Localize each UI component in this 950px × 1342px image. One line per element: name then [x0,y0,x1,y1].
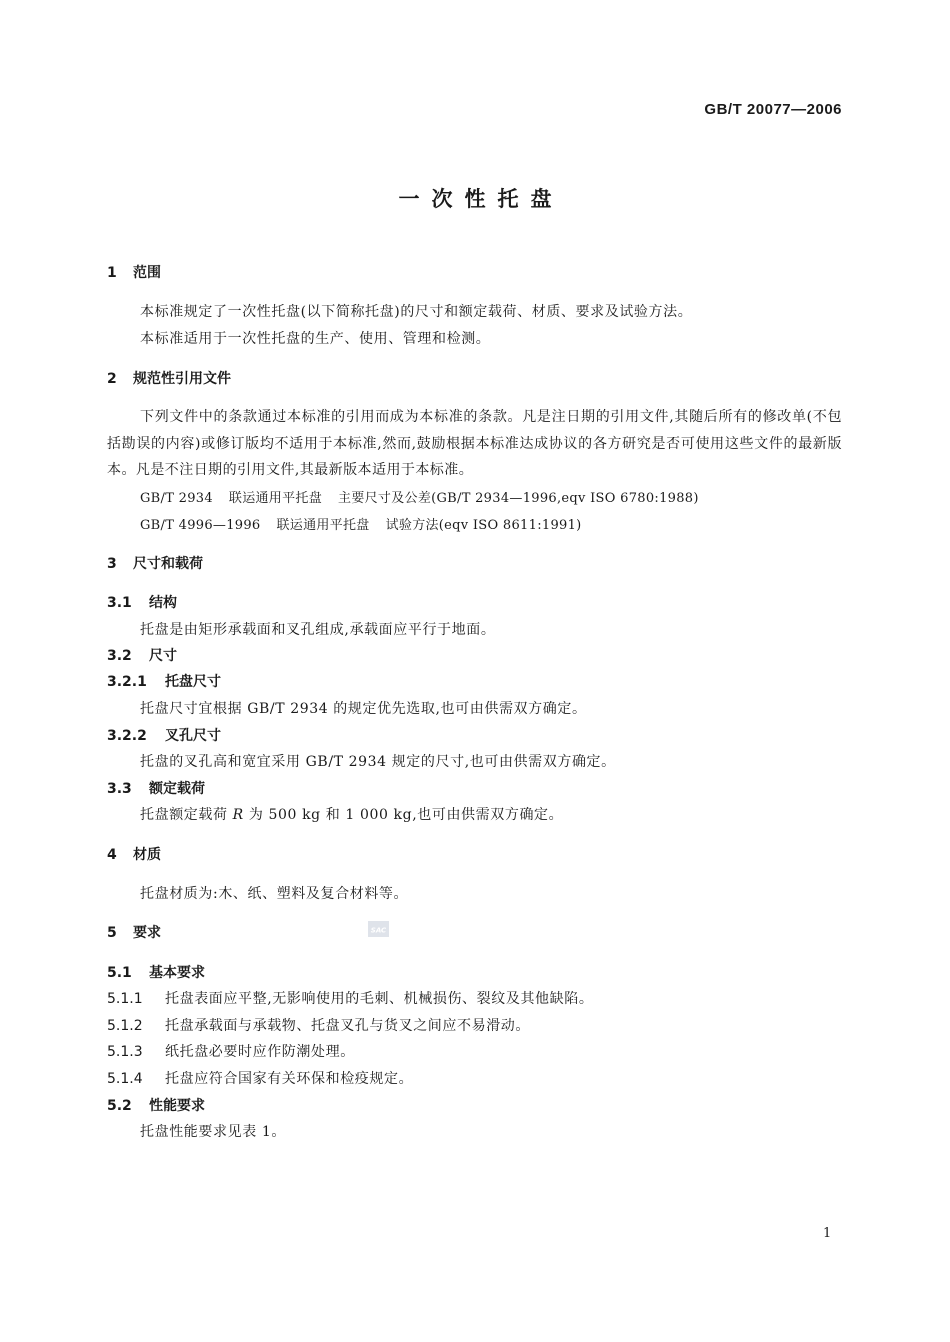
section-5-heading [107,922,161,942]
section-title: 叉孔尺寸 [165,728,221,744]
section-title: 基本要求 [149,965,205,981]
fork-hole-size-text: 托盘的叉孔高和宽宜采用 GB/T 2934 规定的尺寸,也可由供需双方确定。 [140,754,616,770]
subsection-3-2-2-heading [107,725,221,745]
section-title: 尺寸 [149,648,177,664]
rated-load-text-b: 为 500 kg 和 1 000 kg,也可由供需双方确定。 [243,807,564,823]
requirement-number: 5.1.1 [107,991,143,1007]
scope-paragraph-1: 本标准规定了一次性托盘(以下简称托盘)的尺寸和额定载荷、材质、要求及试验方法。 [140,304,693,320]
sac-watermark [366,918,391,940]
scope-paragraph-2: 本标准适用于一次性托盘的生产、使用、管理和检测。 [140,331,491,347]
pallet-size-text: 托盘尺寸宜根据 GB/T 2934 的规定优先选取,也可由供需双方确定。 [140,701,587,717]
reference-item [140,514,598,533]
section-title: 要求 [133,925,161,941]
section-title: 尺寸和载荷 [133,556,203,572]
page-number: 1 [823,1226,832,1241]
section-number: 1 [107,265,117,281]
section-title: 性能要求 [149,1098,205,1114]
subsection-3-1-heading [107,592,177,612]
section-number: 4 [107,847,117,863]
subsection-5-1-heading [107,962,205,982]
section-number: 5 [107,925,117,941]
performance-text: 托盘性能要求见表 1。 [140,1124,286,1140]
section-title: 材质 [133,847,161,863]
rated-load-text [140,804,563,824]
requirement-item [107,1015,530,1035]
section-number: 3.2.2 [107,728,147,744]
sac-logo-icon [366,918,391,940]
section-number: 3 [107,556,117,572]
requirement-number: 5.1.3 [107,1044,143,1060]
requirement-text: 托盘应符合国家有关环保和检疫规定。 [165,1071,414,1087]
load-variable: R [232,807,244,823]
section-title: 结构 [149,595,177,611]
structure-text: 托盘是由矩形承载面和叉孔组成,承载面应平行于地面。 [140,622,496,638]
subsection-3-3-heading [107,778,205,798]
standard-number: GB/T 20077—2006 [704,101,842,118]
reference-title: 联运通用平托盘 [276,518,370,533]
section-number: 5.1 [107,965,132,981]
section-title: 规范性引用文件 [133,371,231,387]
section-2-heading [107,368,231,388]
section-number: 3.1 [107,595,132,611]
reference-title: 联运通用平托盘 [228,491,323,506]
subsection-3-2-heading [107,645,177,665]
document-title: 一次性托盘 [398,187,564,211]
requirement-number: 5.1.2 [107,1018,143,1034]
material-text: 托盘材质为:木、纸、塑料及复合材料等。 [140,886,409,902]
requirement-item [107,988,593,1008]
requirement-text: 托盘表面应平整,无影响使用的毛刺、机械损伤、裂纹及其他缺陷。 [165,991,594,1007]
section-number: 5.2 [107,1098,132,1114]
reference-detail: 试验方法(eqv ISO 8611:1991) [385,518,582,533]
reference-detail: 主要尺寸及公差(GB/T 2934—1996,eqv ISO 6780:1988) [338,491,699,506]
section-number: 3.3 [107,781,132,797]
section-number: 3.2.1 [107,674,147,690]
requirement-text: 纸托盘必要时应作防潮处理。 [165,1044,355,1060]
requirement-item [107,1041,355,1061]
reference-code: GB/T 2934 [140,491,213,506]
section-number: 2 [107,371,117,387]
requirement-item [107,1068,413,1088]
section-title: 范围 [133,265,161,281]
section-4-heading [107,844,161,864]
section-title: 额定载荷 [149,781,205,797]
reference-item [140,487,715,506]
section-number: 3.2 [107,648,132,664]
reference-code: GB/T 4996—1996 [140,518,261,533]
svg-text:SAC: SAC [370,926,387,935]
normative-references-paragraph: 下列文件中的条款通过本标准的引用而成为本标准的条款。凡是注日期的引用文件,其随后所有的修改单(不包括勘误的内容)或修订版均不适用于本标准,然而,鼓励根据本标准达成协议的各方研究是否可使用这些文件的最新版本。凡是不注日期的引用文件,其最新版本适用于本标准。 [107,409,842,478]
rated-load-text-a: 托盘额定载荷 [140,807,233,823]
section-1-heading [107,262,161,282]
requirement-number: 5.1.4 [107,1071,143,1087]
section-title: 托盘尺寸 [165,674,221,690]
requirement-text: 托盘承载面与承载物、托盘叉孔与货叉之间应不易滑动。 [165,1018,530,1034]
subsection-3-2-1-heading [107,671,221,691]
subsection-5-2-heading [107,1095,205,1115]
section-3-heading [107,553,203,573]
